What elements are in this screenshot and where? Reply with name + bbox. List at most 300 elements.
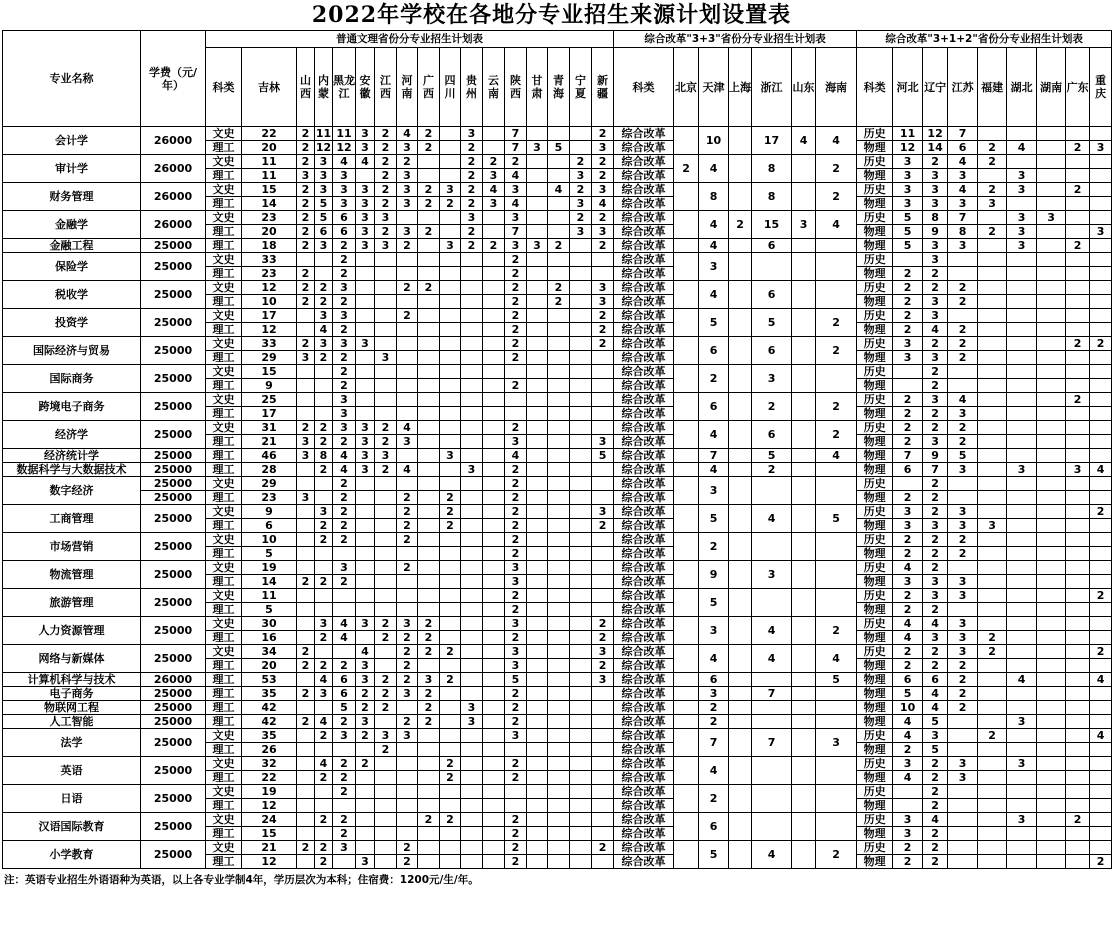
quota-cell [978,211,1007,225]
quota-cell: 3 [893,757,923,771]
quota-cell [729,757,752,785]
quota-cell: 17 [242,407,297,421]
quota-cell: 2 [948,533,978,547]
quota-cell [418,505,440,519]
quota-cell [333,855,356,869]
quota-cell: 23 [242,267,297,281]
quota-cell: 17 [242,309,297,323]
quota-cell: 4 [923,813,948,827]
quota-cell [592,575,614,589]
quota-cell: 3 [592,183,614,197]
subject-type: 文史 [206,617,242,631]
quota-cell: 2 [699,365,729,393]
subject-type: 历史 [857,183,893,197]
quota-cell: 3 [1007,183,1037,197]
quota-cell [356,533,375,547]
quota-cell [418,337,440,351]
quota-cell [375,841,397,855]
quota-cell [570,561,592,575]
quota-cell: 3 [923,239,948,253]
quota-cell [1007,799,1037,813]
quota-cell [505,799,527,813]
quota-cell: 12 [242,855,297,869]
quota-cell [548,533,570,547]
quota-cell: 2 [461,155,483,169]
quota-cell [461,449,483,463]
quota-cell: 3 [461,211,483,225]
quota-cell [461,589,483,603]
quota-cell: 2 [592,155,614,169]
quota-cell [418,155,440,169]
reform-type: 综合改革 [614,211,674,225]
quota-cell: 2 [505,603,527,617]
quota-cell: 2 [923,155,948,169]
quota-cell: 3 [397,183,418,197]
reform-type: 综合改革 [614,603,674,617]
quota-cell: 4 [923,617,948,631]
tuition-fee: 25000 [141,701,206,715]
quota-cell: 2 [315,855,333,869]
major-name: 财务管理 [3,183,141,211]
quota-cell [978,351,1007,365]
quota-cell: 3 [356,435,375,449]
quota-cell: 3 [297,449,315,463]
quota-cell: 3 [356,239,375,253]
quota-cell [315,827,333,841]
quota-cell [1037,841,1066,855]
quota-cell: 21 [242,435,297,449]
subject-type: 理工 [206,673,242,687]
quota-cell [1066,729,1090,743]
quota-cell: 3 [948,197,978,211]
subject-type: 历史 [857,155,893,169]
quota-cell [1007,421,1037,435]
table-row [3,337,1112,351]
quota-cell: 3 [592,281,614,295]
subject-type: 历史 [857,365,893,379]
subject-type: 物理 [857,449,893,463]
quota-cell: 2 [440,771,461,785]
quota-cell [948,841,978,855]
subject-type: 历史 [857,729,893,743]
quota-cell [1007,547,1037,561]
reform-type: 综合改革 [614,183,674,197]
quota-cell: 3 [893,169,923,183]
quota-cell [548,351,570,365]
quota-cell [1007,841,1037,855]
quota-cell [418,841,440,855]
quota-cell: 3 [816,729,857,757]
quota-cell [752,533,792,561]
quota-cell: 6 [948,141,978,155]
quota-cell [356,575,375,589]
quota-cell [1090,155,1112,169]
quota-cell [570,323,592,337]
quota-cell [483,407,505,421]
major-name: 旅游管理 [3,589,141,617]
quota-cell: 2 [375,617,397,631]
quota-cell [297,827,315,841]
quota-cell: 2 [397,715,418,729]
quota-cell: 2 [297,575,315,589]
quota-cell [1066,281,1090,295]
quota-cell: 4 [333,617,356,631]
quota-cell [297,463,315,477]
header-province: 云南 [483,48,505,127]
quota-cell [527,673,548,687]
quota-cell [440,477,461,491]
quota-cell [527,421,548,435]
quota-cell [397,477,418,491]
quota-cell [1090,449,1112,463]
quota-cell [592,477,614,491]
subject-type: 物理 [857,323,893,337]
reform-type: 综合改革 [614,533,674,547]
quota-cell [1090,743,1112,757]
quota-cell: 3 [315,505,333,519]
quota-cell: 2 [923,799,948,813]
quota-cell: 2 [483,239,505,253]
quota-cell [570,393,592,407]
quota-cell [570,687,592,701]
quota-cell: 16 [242,631,297,645]
quota-cell [948,477,978,491]
quota-cell [978,505,1007,519]
quota-cell: 2 [816,393,857,421]
quota-cell: 4 [816,211,857,239]
subject-type: 物理 [857,687,893,701]
quota-cell [729,183,752,211]
quota-cell: 14 [923,141,948,155]
quota-cell [375,785,397,799]
quota-cell [816,281,857,309]
quota-cell [375,477,397,491]
subject-type: 文史 [206,477,242,491]
quota-cell [1066,211,1090,225]
quota-cell: 2 [397,561,418,575]
quota-cell: 3 [923,631,948,645]
subject-type: 文史 [206,309,242,323]
quota-cell: 5 [699,309,729,337]
quota-cell: 4 [315,673,333,687]
quota-cell [297,505,315,519]
quota-cell: 4 [333,463,356,477]
quota-cell: 3 [375,351,397,365]
reform-type: 综合改革 [614,785,674,799]
quota-cell: 3 [592,505,614,519]
quota-cell [1066,435,1090,449]
quota-cell [548,421,570,435]
quota-cell [375,771,397,785]
quota-cell: 3 [948,407,978,421]
quota-cell [1037,575,1066,589]
quota-cell: 3 [699,477,729,505]
reform-type: 综合改革 [614,169,674,183]
quota-cell [570,267,592,281]
quota-cell [1007,351,1037,365]
quota-cell: 2 [505,547,527,561]
quota-cell: 2 [333,715,356,729]
quota-cell [297,253,315,267]
reform-type: 综合改革 [614,141,674,155]
quota-cell [1007,771,1037,785]
quota-cell: 2 [397,855,418,869]
quota-cell [527,379,548,393]
quota-cell [461,547,483,561]
quota-cell [375,575,397,589]
quota-cell: 5 [505,673,527,687]
quota-cell: 2 [483,155,505,169]
quota-cell [729,617,752,645]
quota-cell [978,309,1007,323]
quota-cell: 2 [548,295,570,309]
quota-cell: 3 [948,169,978,183]
reform-type: 综合改革 [614,365,674,379]
quota-cell: 5 [923,743,948,757]
quota-cell [375,813,397,827]
quota-cell [1066,575,1090,589]
quota-cell [548,799,570,813]
quota-cell: 4 [699,757,729,785]
quota-cell [752,253,792,281]
quota-cell: 2 [923,785,948,799]
table-row [3,421,1112,435]
quota-cell [1037,323,1066,337]
quota-cell [1066,785,1090,799]
quota-cell [483,813,505,827]
quota-cell [483,589,505,603]
quota-cell [978,169,1007,183]
quota-cell [978,533,1007,547]
quota-cell [792,687,816,701]
subject-type: 理工 [206,827,242,841]
header-province: 江西 [375,48,397,127]
reform-type: 综合改革 [614,491,674,505]
quota-cell: 5 [699,841,729,869]
quota-cell: 6 [752,239,792,253]
quota-cell [570,827,592,841]
quota-cell [483,645,505,659]
subject-type: 文史 [206,183,242,197]
subject-type: 物理 [857,169,893,183]
quota-cell [1066,715,1090,729]
subject-type: 物理 [857,659,893,673]
quota-cell: 2 [440,505,461,519]
header-province: 新疆 [592,48,614,127]
quota-cell: 4 [333,155,356,169]
quota-cell [548,407,570,421]
quota-cell [483,715,505,729]
quota-cell [1090,351,1112,365]
subject-type: 理工 [206,169,242,183]
quota-cell: 2 [893,435,923,449]
quota-cell: 2 [333,267,356,281]
quota-cell: 2 [505,631,527,645]
quota-cell [1066,309,1090,323]
quota-cell: 4 [893,561,923,575]
reform-type: 综合改革 [614,379,674,393]
quota-cell [1066,365,1090,379]
subject-type: 理工 [206,715,242,729]
quota-cell [548,225,570,239]
quota-cell [397,365,418,379]
quota-cell [1037,547,1066,561]
quota-cell [375,309,397,323]
subject-type: 文史 [206,729,242,743]
quota-cell [527,729,548,743]
quota-cell: 46 [242,449,297,463]
quota-cell: 6 [333,673,356,687]
quota-cell [674,715,699,729]
reform-type: 综合改革 [614,449,674,463]
quota-cell [592,771,614,785]
quota-cell: 2 [397,631,418,645]
quota-cell [397,603,418,617]
subject-type: 理工 [206,491,242,505]
quota-cell: 3 [356,659,375,673]
subject-type: 历史 [857,421,893,435]
quota-cell [1037,155,1066,169]
quota-cell: 12 [242,323,297,337]
quota-cell: 3 [893,827,923,841]
quota-cell: 2 [418,141,440,155]
header-major: 专业名称 [3,31,141,127]
major-name: 国际商务 [3,365,141,393]
quota-cell [356,631,375,645]
quota-cell [483,337,505,351]
quota-cell [1066,659,1090,673]
quota-cell: 2 [923,281,948,295]
subject-type: 历史 [857,211,893,225]
tuition-fee: 25000 [141,687,206,701]
quota-cell [375,281,397,295]
quota-cell: 4 [923,323,948,337]
quota-cell: 3 [333,309,356,323]
quota-cell [356,365,375,379]
quota-cell [1007,477,1037,491]
quota-cell: 2 [505,505,527,519]
quota-cell [978,253,1007,267]
quota-cell [1007,659,1037,673]
quota-cell [570,589,592,603]
quota-cell [418,435,440,449]
quota-cell: 3 [505,239,527,253]
quota-cell [1066,267,1090,281]
quota-cell [483,281,505,295]
quota-cell [1007,631,1037,645]
quota-cell [1007,505,1037,519]
quota-cell: 2 [816,183,857,211]
quota-cell: 6 [923,673,948,687]
tuition-fee: 26000 [141,673,206,687]
quota-cell: 2 [297,659,315,673]
quota-cell [548,715,570,729]
quota-cell: 22 [242,771,297,785]
subject-type: 物理 [857,491,893,505]
quota-cell: 2 [978,225,1007,239]
quota-cell: 2 [375,701,397,715]
quota-cell: 3 [315,155,333,169]
quota-cell: 2 [375,631,397,645]
quota-cell [674,673,699,687]
major-name: 小学教育 [3,841,141,869]
quota-cell: 11 [242,169,297,183]
quota-cell: 4 [893,617,923,631]
quota-cell [375,295,397,309]
quota-cell: 10 [893,701,923,715]
quota-cell [729,673,752,687]
quota-cell [418,421,440,435]
quota-cell [315,547,333,561]
quota-cell: 6 [315,225,333,239]
quota-cell [461,687,483,701]
quota-cell: 3 [1037,211,1066,225]
quota-cell [297,743,315,757]
quota-cell [816,715,857,729]
tuition-fee: 25000 [141,253,206,281]
quota-cell [548,743,570,757]
subject-type: 物理 [857,771,893,785]
subject-type: 历史 [857,393,893,407]
quota-cell [527,547,548,561]
quota-cell [418,785,440,799]
quota-cell [1007,603,1037,617]
quota-cell: 14 [242,575,297,589]
quota-cell [356,519,375,533]
quota-cell [570,421,592,435]
table-row [3,673,1112,687]
subject-type: 物理 [857,295,893,309]
quota-cell: 5 [699,505,729,533]
quota-cell [1090,715,1112,729]
quota-cell [570,673,592,687]
quota-cell [356,295,375,309]
reform-type: 综合改革 [614,267,674,281]
quota-cell [548,393,570,407]
quota-cell: 2 [505,687,527,701]
quota-cell: 2 [505,701,527,715]
subject-type: 理工 [206,267,242,281]
quota-cell: 6 [699,673,729,687]
reform-type: 综合改革 [614,645,674,659]
quota-cell: 2 [505,477,527,491]
quota-cell [1037,449,1066,463]
quota-cell: 7 [893,449,923,463]
quota-cell [418,659,440,673]
quota-cell: 19 [242,785,297,799]
quota-cell [729,393,752,421]
quota-cell [592,253,614,267]
quota-cell [729,365,752,393]
quota-cell: 3 [948,617,978,631]
quota-cell [356,589,375,603]
quota-cell [1007,785,1037,799]
quota-cell: 20 [242,659,297,673]
quota-cell [548,827,570,841]
quota-cell: 7 [948,211,978,225]
quota-cell [527,183,548,197]
quota-cell: 3 [356,715,375,729]
quota-cell [1037,169,1066,183]
quota-cell [816,687,857,701]
quota-cell [548,365,570,379]
quota-cell [592,827,614,841]
quota-cell: 3 [592,225,614,239]
quota-cell [592,813,614,827]
subject-type: 理工 [206,701,242,715]
quota-cell [527,477,548,491]
quota-cell: 2 [978,631,1007,645]
